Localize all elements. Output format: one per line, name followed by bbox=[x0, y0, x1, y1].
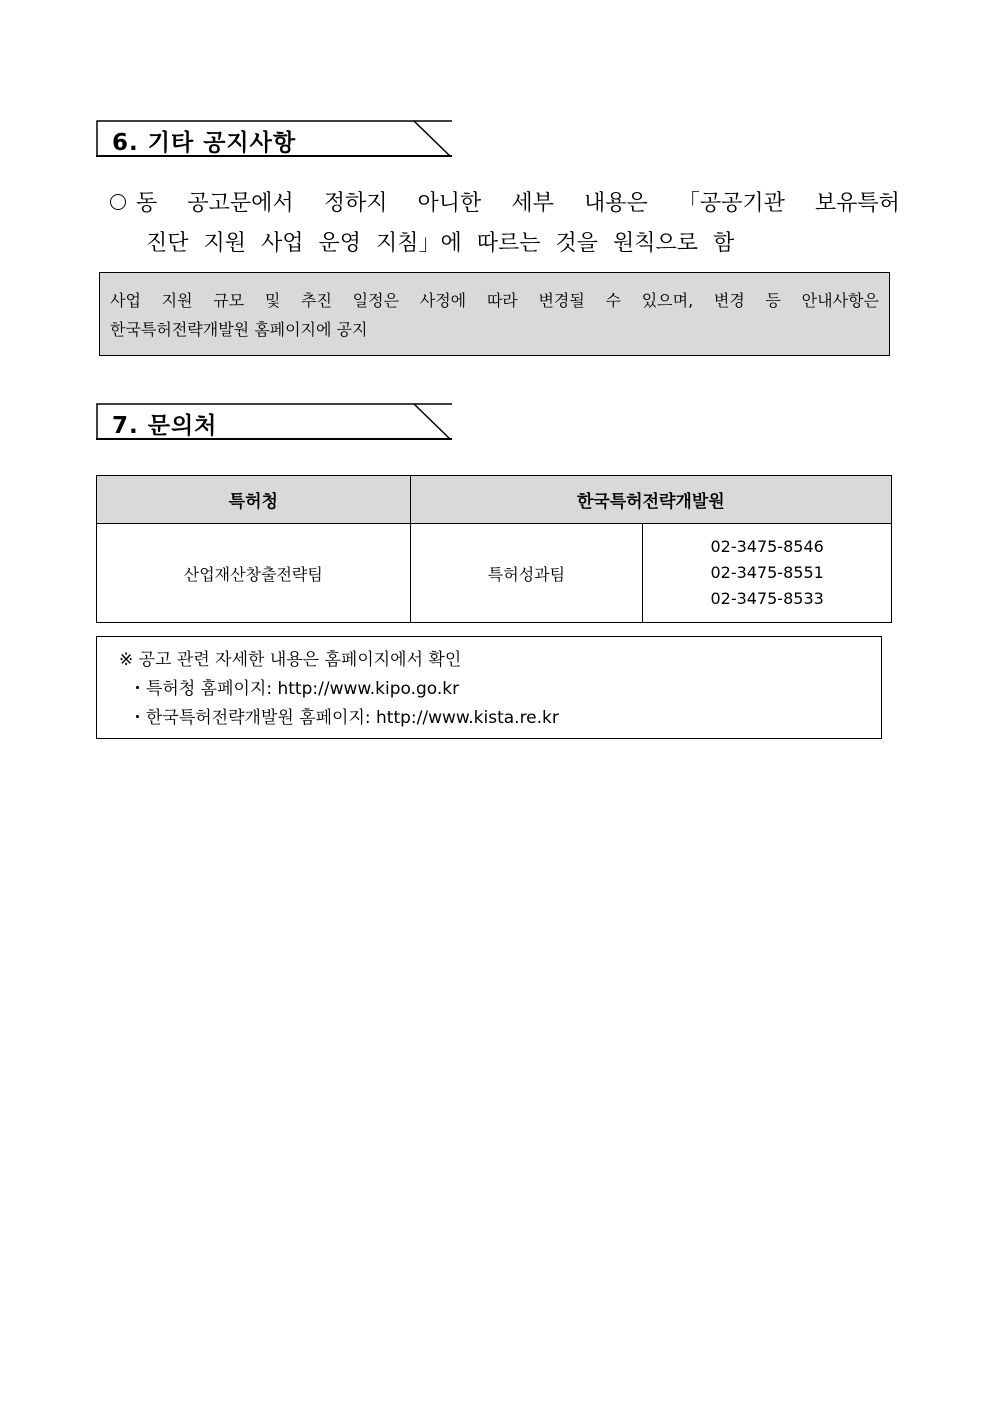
notice-word: 및 bbox=[264, 291, 281, 310]
kista-team-cell: 특허성과팀 bbox=[410, 524, 643, 623]
notice-word: 안내사항은 bbox=[801, 291, 879, 310]
bullet-line-2: 진단 지원 사업 운영 지침」에 따르는 것을 원칙으로 함 bbox=[146, 231, 735, 256]
homepage-note-box bbox=[96, 636, 882, 739]
kipo-homepage-link[interactable]: ・특허청 홈페이지: http://www.kipo.go.kr bbox=[129, 679, 460, 699]
circle-bullet-icon bbox=[110, 194, 126, 210]
bullet-word: 내용은 bbox=[583, 191, 648, 216]
notice-box bbox=[99, 272, 890, 356]
notice-word: 따라 bbox=[486, 291, 518, 310]
phone-number: 02-3475-8533 bbox=[710, 589, 824, 608]
notice-line-2: 한국특허전략개발원 홈페이지에 공지 bbox=[110, 320, 368, 339]
notice-word: 규모 bbox=[213, 291, 245, 310]
kipo-team-cell: 산업재산창출전략팀 bbox=[97, 524, 411, 623]
section-6-bullet bbox=[110, 184, 900, 264]
bullet-word: 정하지 bbox=[323, 191, 388, 216]
notice-word: 사정에 bbox=[419, 291, 467, 310]
table-row bbox=[97, 524, 892, 623]
notice-word: 일정은 bbox=[352, 291, 400, 310]
notice-line-1 bbox=[110, 286, 879, 315]
notice-word: 등 bbox=[765, 291, 781, 310]
contact-table bbox=[96, 475, 892, 623]
bullet-word: 공고문에서 bbox=[187, 191, 294, 216]
bullet-word: 동 bbox=[136, 191, 158, 216]
notice-word: 있으며, bbox=[641, 291, 694, 310]
notice-word: 수 bbox=[605, 291, 621, 310]
phone-cell bbox=[643, 524, 892, 623]
notice-word: 변경될 bbox=[538, 291, 585, 310]
phone-number: 02-3475-8546 bbox=[710, 537, 824, 556]
bullet-word: 「공공기관 bbox=[677, 191, 785, 216]
section-7-title: 7. 문의처 bbox=[112, 413, 218, 439]
section-6-header bbox=[96, 120, 452, 158]
bullet-word: 보유특허 bbox=[814, 191, 900, 216]
section-7-header bbox=[96, 403, 452, 441]
notice-word: 변경 bbox=[713, 291, 745, 310]
notice-word: 사업 bbox=[110, 291, 141, 310]
note-heading: ※ 공고 관련 자세한 내용은 홈페이지에서 확인 bbox=[119, 650, 462, 670]
bullet-word: 세부 bbox=[511, 191, 554, 216]
bullet-line-1 bbox=[110, 184, 900, 224]
notice-word: 지원 bbox=[161, 291, 193, 310]
kista-homepage-link[interactable]: ・한국특허전략개발원 홈페이지: http://www.kista.re.kr bbox=[129, 708, 559, 728]
bullet-word: 아니한 bbox=[417, 191, 482, 216]
phone-number: 02-3475-8551 bbox=[710, 563, 824, 582]
header-kista: 한국특허전략개발원 bbox=[410, 476, 891, 524]
header-kipo: 특허청 bbox=[97, 476, 411, 524]
section-6-title: 6. 기타 공지사항 bbox=[112, 130, 297, 156]
notice-word: 추진 bbox=[301, 291, 332, 310]
table-header-row bbox=[97, 476, 892, 524]
